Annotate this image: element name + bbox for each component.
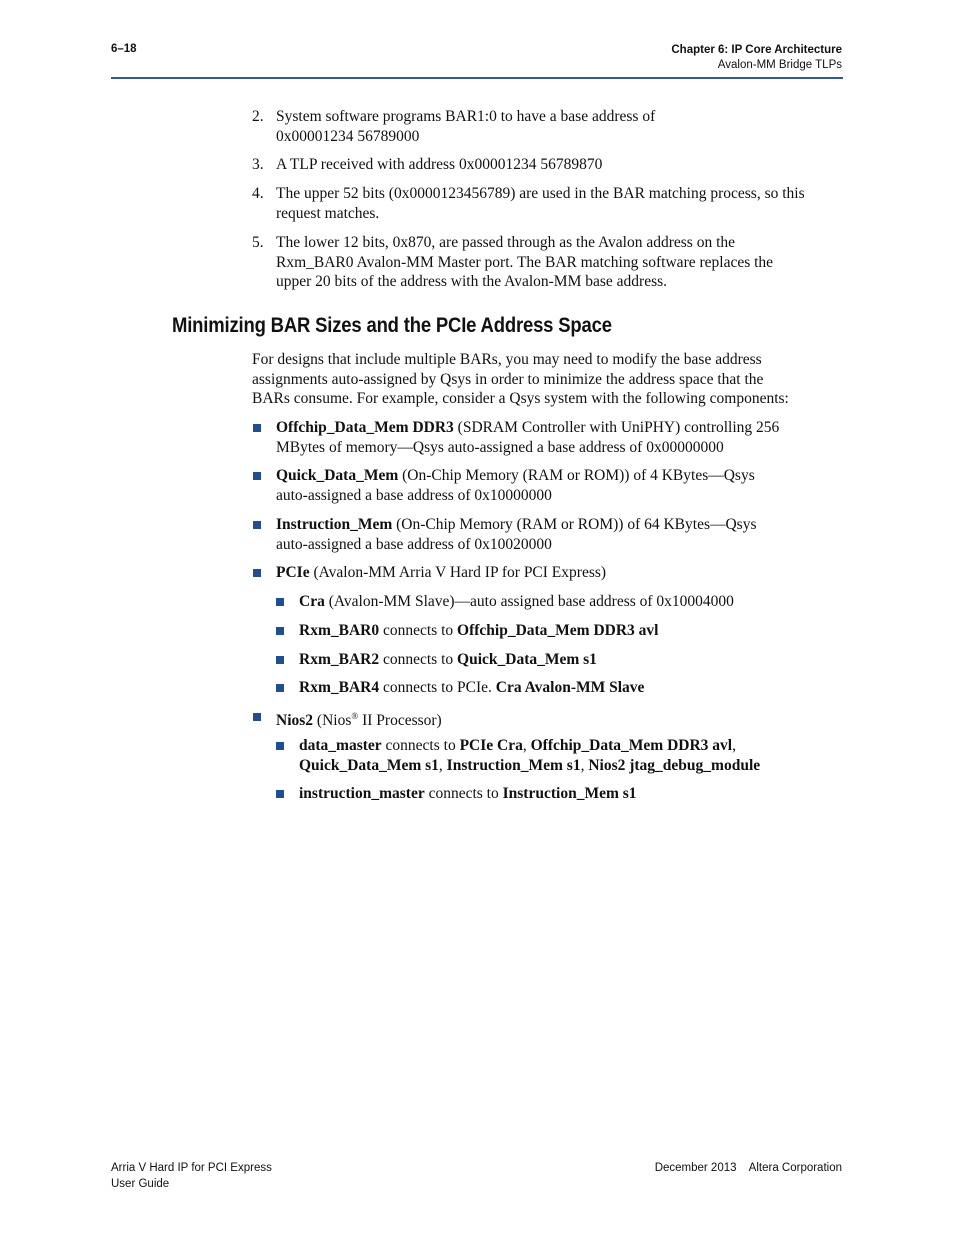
bullet-icon <box>276 790 284 798</box>
bullet-icon <box>276 598 284 606</box>
step-text: The upper 52 bits (0x0000123456789) are used in the BAR matching process, so this request matches. <box>276 185 805 222</box>
footer-doc-title: Arria V Hard IP for PCI Express User Guide <box>111 1162 272 1190</box>
page-number: 6–18 <box>111 43 137 55</box>
footer-info <box>655 1160 842 1176</box>
list-item-pcie: PCIe (Avalon-MM Arria V Hard IP for PCI Express) <box>276 564 607 581</box>
step-number: 5. <box>252 234 264 251</box>
bullet-icon <box>276 684 284 692</box>
sub-item-rxm-bar4: Rxm_BAR4 connects to PCIe. Cra Avalon-MM Slave <box>299 679 645 696</box>
bullet-icon <box>276 742 284 750</box>
footer-company: Altera Corporation <box>748 1162 842 1174</box>
step-text: The lower 12 bits, 0x870, are passed through as the Avalon address on the Rxm_BAR0 Avalon-MM Master port. The BAR matching software replaces the upper 20 bits of the address with the Avalon-MM base address. <box>276 234 774 291</box>
bullet-icon <box>253 521 261 529</box>
running-header <box>671 43 842 73</box>
sub-item-rxm-bar2: Rxm_BAR2 connects to Quick_Data_Mem s1 <box>299 651 597 668</box>
step-number: 2. <box>252 108 264 125</box>
step-number: 3. <box>252 156 264 173</box>
step-text: A TLP received with address 0x00001234 56789870 <box>276 156 603 173</box>
list-item-nios2: Nios2 (Nios® II Processor) <box>276 711 442 730</box>
bullet-icon <box>253 472 261 480</box>
list-item-quick: Quick_Data_Mem (On-Chip Memory (RAM or ROM)) of 4 KBytes—Qsys auto-assigned a base address of 0x10000000 <box>276 467 755 504</box>
bullet-icon <box>276 627 284 635</box>
bullet-icon <box>276 656 284 664</box>
list-item-instruction: Instruction_Mem (On-Chip Memory (RAM or ROM)) of 64 KBytes—Qsys auto-assigned a base address of 0x10020000 <box>276 516 757 553</box>
bullet-icon <box>253 424 261 432</box>
footer-date: December 2013 <box>654 1162 737 1174</box>
intro-paragraph: For designs that include multiple BARs, you may need to modify the base address assignments auto-assigned by Qsys in order to minimize the address space that the BARs consume. For example, consider a Qsys system with the following components: <box>252 351 789 408</box>
header-rule <box>111 77 843 79</box>
sub-item-instruction-master: instruction_master connects to Instruction_Mem s1 <box>299 785 637 802</box>
section-title: Avalon-MM Bridge TLPs <box>717 59 842 71</box>
chapter-title: Chapter 6: IP Core Architecture <box>671 44 842 56</box>
bullet-icon <box>253 713 261 721</box>
bullet-icon <box>253 569 261 577</box>
section-heading: Minimizing BAR Sizes and the PCIe Address Space <box>172 314 612 337</box>
list-item-offchip: Offchip_Data_Mem DDR3 (SDRAM Controller with UniPHY) controlling 256 MBytes of memory—Qsys auto-assigned a base address of 0x00000000 <box>276 419 780 456</box>
sub-item-rxm-bar0: Rxm_BAR0 connects to Offchip_Data_Mem DDR3 avl <box>299 622 659 639</box>
sub-item-cra: Cra (Avalon-MM Slave)—auto assigned base address of 0x10004000 <box>299 593 734 610</box>
step-number: 4. <box>252 185 264 202</box>
step-text: System software programs BAR1:0 to have a base address of 0x00001234 56789000 <box>276 108 656 145</box>
sub-item-data-master: data_master connects to PCIe Cra, Offchip_Data_Mem DDR3 avl, Quick_Data_Mem s1, Instruction_Mem s1, Nios2 jtag_debug_module <box>299 737 761 774</box>
